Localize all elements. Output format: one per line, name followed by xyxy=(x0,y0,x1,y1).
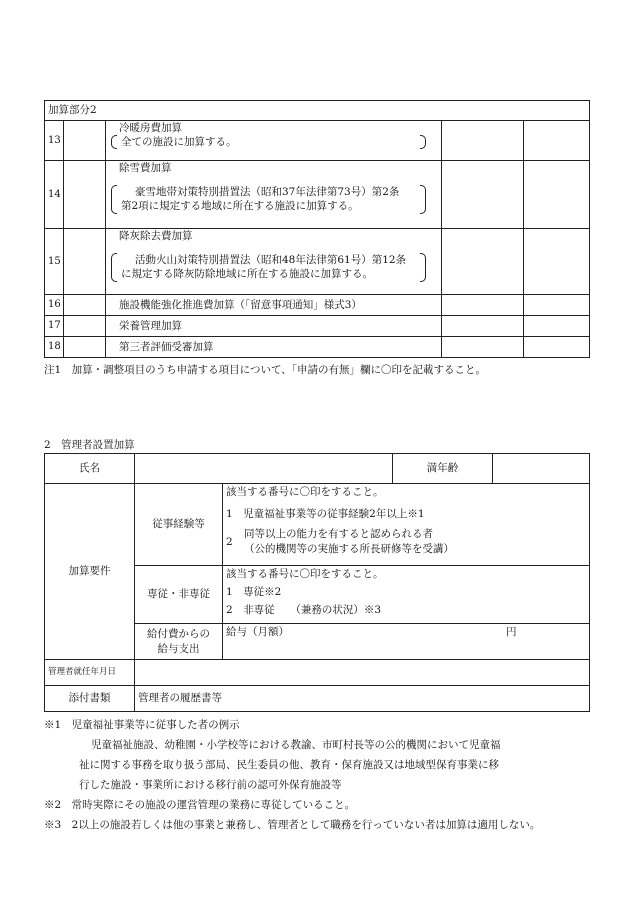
application-cell[interactable] xyxy=(442,295,524,316)
note-1-line-3: 行した施設・事業所における移行前の認可外保育施設等 xyxy=(79,778,342,791)
row-number: 17 xyxy=(45,316,64,337)
application-cell[interactable] xyxy=(442,121,524,161)
table-note: 注1 加算・調整項目のうち申請する項目について、「申請の有無」欄に〇印を記載すること。 xyxy=(44,364,487,376)
application-cell[interactable] xyxy=(442,337,524,358)
experience-option-2[interactable]: 2 同等以上の能力を有すると認められる者 （公的機関等の実施する所長研修等を受講） xyxy=(226,528,454,555)
row-title: 栄養管理加算 xyxy=(106,316,442,337)
row-title: 除雪費加算 xyxy=(119,162,172,174)
fulltime-option-1[interactable]: 1 専従※2 xyxy=(226,586,282,599)
row-condition-line2: に規定する降灰防除地域に所在する施設に加算する。 xyxy=(121,268,373,281)
row-condition-line2: 第2項に規定する地域に所在する施設に加算する。 xyxy=(121,200,359,213)
requirements-label: 加算要件 xyxy=(45,484,135,660)
fulltime-instruction: 該当する番号に〇印をすること。 xyxy=(226,568,384,580)
experience-label: 従事経験等 xyxy=(135,484,223,566)
row-number: 14 xyxy=(45,161,64,229)
experience-instruction: 該当する番号に〇印をすること。 xyxy=(226,486,384,498)
note-3: ※3 2以上の施設若しくは他の事業と兼務し、管理者として職務を行っていない者は加算は適用しない。 xyxy=(44,818,541,831)
row-number: 16 xyxy=(45,295,64,316)
appointed-date-field[interactable] xyxy=(135,660,590,686)
row-number: 13 xyxy=(45,121,64,161)
row-title: 降灰除去費加算 xyxy=(119,230,193,242)
row-condition-line1: 活動火山対策特別措置法（昭和48年法律第61号）第12条 xyxy=(135,254,407,267)
note-2: ※2 常時実際にその施設の運営管理の業務に専従していること。 xyxy=(44,798,356,811)
manager-table xyxy=(44,453,590,712)
section-heading: 2 管理者設置加算 xyxy=(44,439,135,451)
note-1-line-1: 児童福祉施設、幼稚園・小学校等における教諭、市町村長等の公的機関において児童福 xyxy=(91,738,501,751)
row-title: 第三者評価受審加算 xyxy=(106,337,442,358)
name-field[interactable] xyxy=(135,454,393,484)
table-row xyxy=(45,121,590,161)
attachment-label: 添付書類 xyxy=(45,686,135,712)
age-label: 満年齢 xyxy=(393,454,493,484)
experience-option-1[interactable]: 1 児童福祉事業等の従事経験2年以上※1 xyxy=(226,508,425,521)
row-number: 15 xyxy=(45,229,64,295)
yen-unit: 円 xyxy=(506,626,517,638)
row-number: 18 xyxy=(45,337,64,358)
age-field[interactable] xyxy=(493,454,590,484)
table-row xyxy=(45,229,590,295)
footnotes xyxy=(44,716,604,836)
row-title: 冷暖房費加算 xyxy=(119,122,182,134)
salary-label: 給付費からの 給与支出 xyxy=(135,624,223,660)
fulltime-option-2[interactable]: 2 非専従 （兼務の状況）※3 xyxy=(226,604,382,617)
name-label: 氏名 xyxy=(45,454,135,484)
salary-field[interactable]: 給与（月額） 円 xyxy=(223,624,590,660)
table-row xyxy=(45,295,590,316)
attachment-value: 管理者の履歴書等 xyxy=(135,686,590,712)
row-condition-line1: 豪雪地帯対策特別措置法（昭和37年法律第73号）第2条 xyxy=(135,186,400,199)
note-1-line-2: 祉に関する事務を取り扱う部局、民生委員の他、教育・保育施設又は地域型保育事業に移 xyxy=(79,758,499,771)
application-cell[interactable] xyxy=(442,161,524,229)
table-header: 加算部分2 xyxy=(45,101,590,121)
application-cell[interactable] xyxy=(442,316,524,337)
table-row xyxy=(45,161,590,229)
note-1-title: ※1 児童福祉事業等に従事した者の例示 xyxy=(44,719,240,731)
application-cell[interactable] xyxy=(442,229,524,295)
appointed-date-label: 管理者就任年月日 xyxy=(45,660,135,686)
table-row xyxy=(45,316,590,337)
row-title: 施設機能強化推進費加算（「留意事項通知」様式3） xyxy=(106,295,442,316)
addition-table-2 xyxy=(44,100,590,358)
table-row xyxy=(45,337,590,358)
fulltime-label: 専従・非専従 xyxy=(135,566,223,624)
row-condition: 全ての施設に加算する。 xyxy=(111,135,426,149)
